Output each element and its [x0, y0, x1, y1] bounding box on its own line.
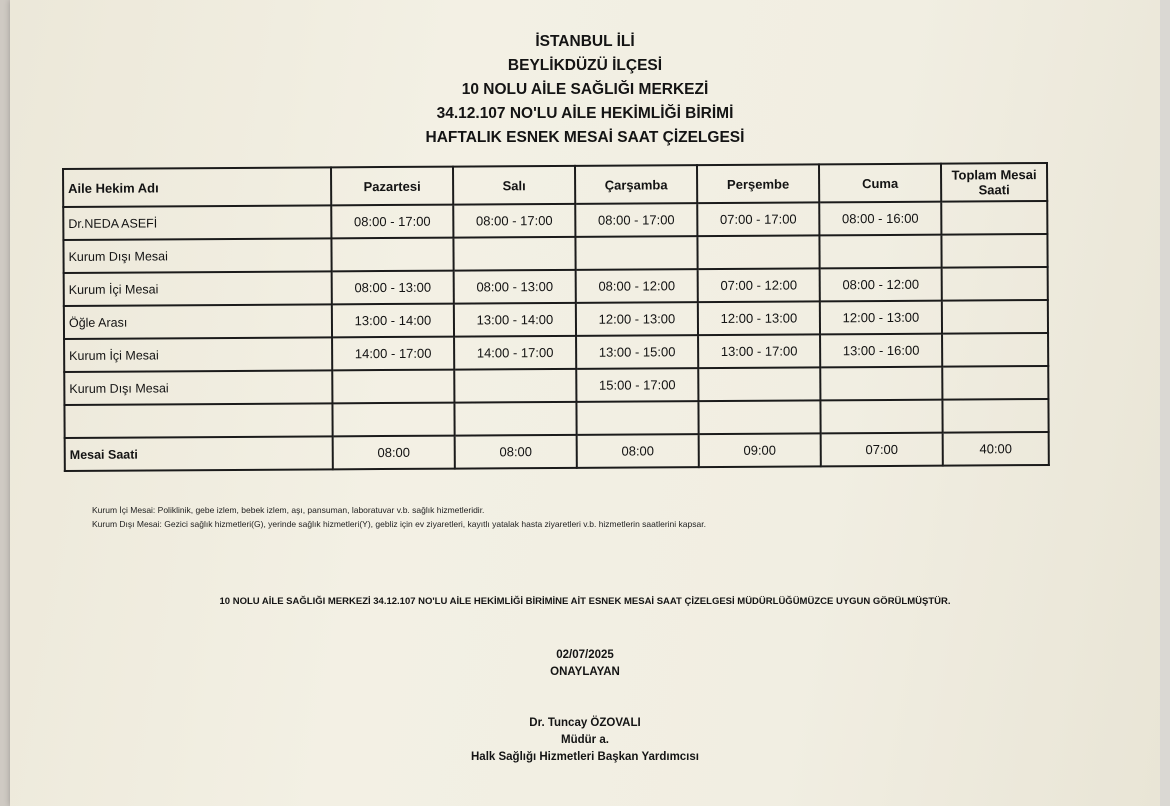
row-label: Kurum Dışı Mesai	[63, 238, 331, 273]
row-label: Kurum İçi Mesai	[64, 337, 332, 372]
header-friday: Cuma	[819, 164, 941, 203]
table-cell	[454, 369, 576, 403]
row-label: Kurum Dışı Mesai	[64, 370, 332, 405]
table-cell	[698, 400, 820, 434]
table-header-row	[63, 163, 1047, 207]
note-external-work: Kurum Dışı Mesai: Gezici sağlık hizmetleri(G), yerinde sağlık hizmetleri(Y), gebliz için ev ziyaretleri, kayıtlı yatalak hasta ziyaretleri v.b. hizmetlerin saatlerini kapsar.	[92, 519, 706, 529]
approval-date: 02/07/2025	[556, 649, 614, 661]
table-cell: 08:00 - 17:00	[331, 205, 453, 239]
total-row	[65, 432, 1049, 471]
table-cell: 12:00 - 13:00	[576, 302, 698, 336]
header-total-hours: Toplam Mesai Saati	[941, 163, 1047, 202]
table-cell: 08:00 - 12:00	[820, 268, 942, 302]
table-cell	[575, 236, 697, 270]
table-cell: 08:00 - 13:00	[454, 270, 576, 304]
header-tuesday: Salı	[453, 166, 575, 205]
table-cell	[698, 367, 820, 401]
table-cell: 14:00 - 17:00	[332, 337, 454, 371]
signatory-position: Halk Sağlığı Hizmetleri Başkan Yardımcısı	[471, 751, 699, 763]
signatory-name: Dr. Tuncay ÖZOVALI	[529, 717, 641, 729]
table-cell: 08:00 - 13:00	[332, 271, 454, 305]
table-cell: 12:00 - 13:00	[820, 301, 942, 335]
table-cell	[819, 235, 941, 269]
table-cell: 13:00 - 17:00	[698, 334, 820, 368]
table-cell	[942, 300, 1048, 334]
signature-block	[10, 715, 1160, 766]
total-cell: 08:00	[577, 434, 699, 468]
row-label	[64, 403, 332, 438]
table-cell: 13:00 - 15:00	[576, 335, 698, 369]
table-cell	[941, 201, 1047, 235]
table-cell	[332, 370, 454, 404]
header-unit: 34.12.107 NO'LU AİLE HEKİMLİĞİ BİRİMİ	[436, 105, 734, 122]
table-cell	[820, 367, 942, 401]
schedule-table	[62, 162, 1050, 472]
footnotes	[92, 503, 706, 531]
table-cell	[332, 403, 454, 437]
table-cell	[576, 401, 698, 435]
header-thursday: Perşembe	[697, 164, 819, 203]
table-cell: 07:00 - 12:00	[698, 268, 820, 302]
table-cell	[697, 235, 819, 269]
table-cell	[941, 234, 1047, 268]
row-label: Dr.NEDA ASEFİ	[63, 205, 331, 240]
table-cell	[942, 333, 1048, 367]
table-cell	[942, 399, 1048, 433]
table-cell	[454, 402, 576, 436]
row-label: Kurum İçi Mesai	[64, 271, 332, 306]
table-cell	[331, 238, 453, 272]
note-internal-work: Kurum İçi Mesai: Poliklinik, gebe izlem, bebek izlem, aşı, pansuman, laboratuvar v.b. sağlık hizmetleridir.	[92, 505, 485, 515]
approval-statement: 10 NOLU AİLE SAĞLIĞI MERKEZİ 34.12.107 NO'LU AİLE HEKİMLİĞİ BİRİMİNE AİT ESNEK MESAİ SAAT ÇİZELGESİ MÜDÜRLÜĞÜMÜZCE UYGUN GÖRÜLMÜŞTÜR.	[219, 596, 951, 607]
header-district: BEYLİKDÜZÜ İLÇESİ	[507, 57, 663, 74]
table-cell: 08:00 - 17:00	[453, 204, 575, 238]
table-cell: 12:00 - 13:00	[698, 301, 820, 335]
total-cell: 08:00	[333, 436, 455, 470]
header-doctor-name: Aile Hekim Adı	[63, 167, 331, 207]
table-cell	[942, 267, 1048, 301]
table-cell: 15:00 - 17:00	[576, 368, 698, 402]
header-schedule-title: HAFTALIK ESNEK MESAİ SAAT ÇİZELGESİ	[425, 129, 745, 146]
table-cell: 08:00 - 16:00	[819, 202, 941, 236]
total-cell-weekly: 40:00	[943, 432, 1049, 466]
header-province: İSTANBUL İLİ	[535, 33, 635, 50]
table-cell: 14:00 - 17:00	[454, 336, 576, 370]
table-cell	[453, 237, 575, 271]
header-health-center: 10 NOLU AİLE SAĞLIĞI MERKEZİ	[461, 81, 709, 98]
table-cell: 13:00 - 14:00	[454, 303, 576, 337]
document-page	[10, 0, 1160, 806]
total-label: Mesai Saati	[65, 436, 333, 471]
background-edge	[1160, 0, 1170, 806]
table-cell: 08:00 - 12:00	[576, 269, 698, 303]
table-cell: 13:00 - 16:00	[820, 334, 942, 368]
table-cell: 08:00 - 17:00	[575, 203, 697, 237]
table-cell: 07:00 - 17:00	[697, 202, 819, 236]
table-cell: 13:00 - 14:00	[332, 304, 454, 338]
approver-label: ONAYLAYAN	[550, 666, 620, 678]
total-cell: 08:00	[455, 435, 577, 469]
row-label: Öğle Arası	[64, 304, 332, 339]
table-cell	[942, 366, 1048, 400]
header-wednesday: Çarşamba	[575, 165, 697, 204]
document-header	[10, 30, 1160, 150]
total-cell: 09:00	[699, 433, 821, 467]
total-cell: 07:00	[821, 433, 943, 467]
approval-block	[10, 647, 1160, 681]
table-cell	[820, 400, 942, 434]
header-monday: Pazartesi	[331, 167, 453, 206]
signatory-title: Müdür a.	[561, 734, 609, 746]
